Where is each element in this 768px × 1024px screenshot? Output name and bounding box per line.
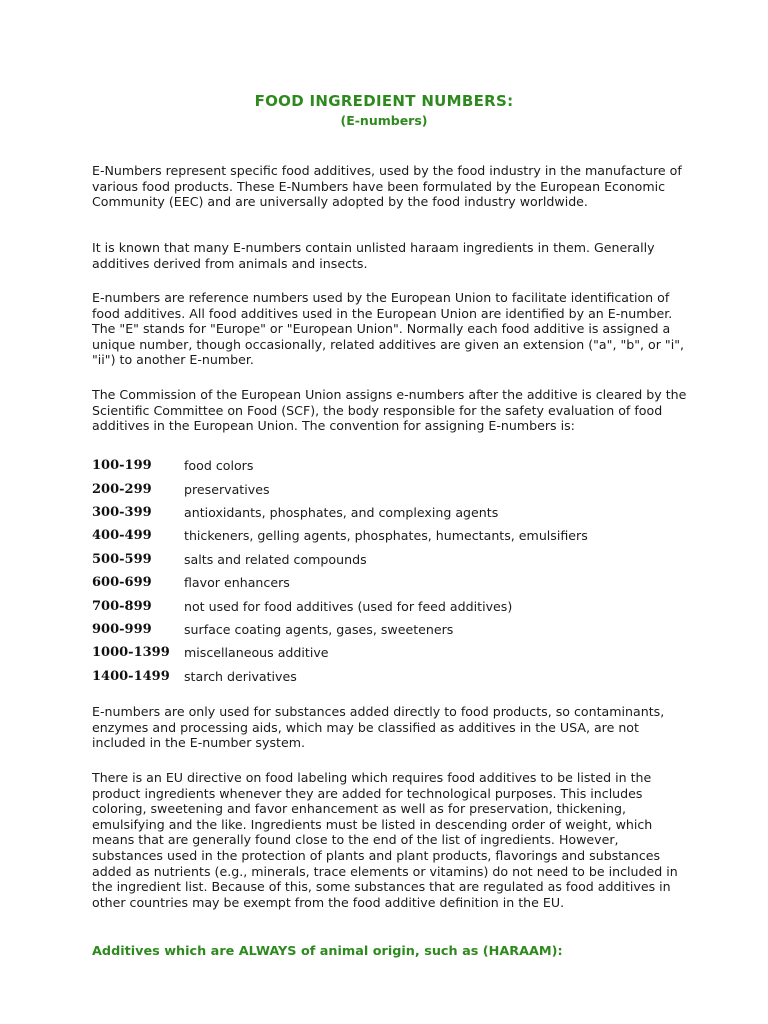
enumber-range: 600-699 — [92, 575, 152, 591]
paragraph-eu-directive: There is an EU directive on food labeling which requires food additives to be listed in the product ingredients whenever they are added for technological purposes. This includes coloring, sweetening and favor enhancement as well as for preservation, thickening, emulsifying and the like. Ingredients must be listed in descending order of weight, which means that are generally found close to the end of the list of ingredients. However, substances used in the protection of plants and plant products, flavorings and substances added as nutrients (e.g., minerals, trace elements or vitamins) do not need to be included in the ingredient list. Because of this, some substances that are regulated as food additives in other countries may be exempt from the food additive definition in the EU. — [92, 770, 678, 910]
enumber-range: 400-499 — [92, 528, 152, 544]
table-row — [92, 665, 692, 688]
paragraph-haraam-note: It is known that many E-numbers contain unlisted haraam ingredients in them. Generally additives derived from animals and insects. — [92, 240, 655, 271]
enumber-description: starch derivatives — [184, 668, 297, 684]
table-row — [92, 618, 692, 641]
enumber-description: flavor enhancers — [184, 575, 290, 591]
table-row — [92, 477, 692, 500]
enumber-range: 300-399 — [92, 504, 152, 520]
enumber-description: thickeners, gelling agents, phosphates, humectants, emulsifiers — [184, 528, 588, 544]
enumber-range: 700-899 — [92, 598, 152, 614]
table-row — [92, 501, 692, 524]
enumber-description: surface coating agents, gases, sweeteners — [184, 621, 454, 637]
enumber-range: 900-999 — [92, 621, 152, 637]
enumber-description: food colors — [184, 458, 254, 474]
table-row — [92, 548, 692, 571]
document-subtitle: (E-numbers) — [340, 113, 428, 128]
enumber-description: salts and related compounds — [184, 551, 367, 567]
paragraph-convention: The Commission of the European Union assigns e-numbers after the additive is cleared by the Scientific Committee on Food (SCF), the body responsible for the safety evaluation of food additives in the European Union. The convention for assigning E-numbers is: — [92, 387, 687, 434]
table-row — [92, 524, 692, 547]
paragraph-definition: E-numbers are reference numbers used by the European Union to facilitate identification of food additives. All food additives used in the European Union are identified by an E-number. The "E" stands for "Europe" or "European Union". Normally each food additive is assigned a unique number, though occasionally, related additives are given an extension ("a", "b", or "i", "ii") to another E-number. — [92, 290, 685, 368]
enumber-description: not used for food additives (used for feed additives) — [184, 598, 513, 614]
document-title: FOOD INGREDIENT NUMBERS: — [254, 92, 514, 110]
table-row — [92, 454, 692, 477]
enumber-range: 1000-1399 — [92, 645, 170, 661]
table-row — [92, 571, 692, 594]
enumber-description: preservatives — [184, 481, 270, 497]
haraam-additives-heading: Additives which are ALWAYS of animal origin, such as (HARAAM): — [92, 944, 563, 959]
enumber-range: 500-599 — [92, 551, 152, 567]
enumber-range: 200-299 — [92, 481, 152, 497]
enumber-description: antioxidants, phosphates, and complexing agents — [184, 504, 499, 520]
table-row — [92, 641, 692, 664]
paragraph-scope: E-numbers are only used for substances added directly to food products, so contaminants, enzymes and processing aids, which may be classified as additives in the USA, are not included in the E-number system. — [92, 704, 665, 751]
enumber-ranges-table — [92, 454, 692, 688]
enumber-description: miscellaneous additive — [184, 645, 329, 661]
enumber-range: 1400-1499 — [92, 668, 170, 684]
enumber-range: 100-199 — [92, 458, 152, 474]
table-row — [92, 594, 692, 617]
paragraph-intro: E-Numbers represent specific food additives, used by the food industry in the manufacture of various food products. These E-Numbers have been formulated by the European Economic Community (EEC) and are universally adopted by the food industry worldwide. — [92, 163, 682, 210]
